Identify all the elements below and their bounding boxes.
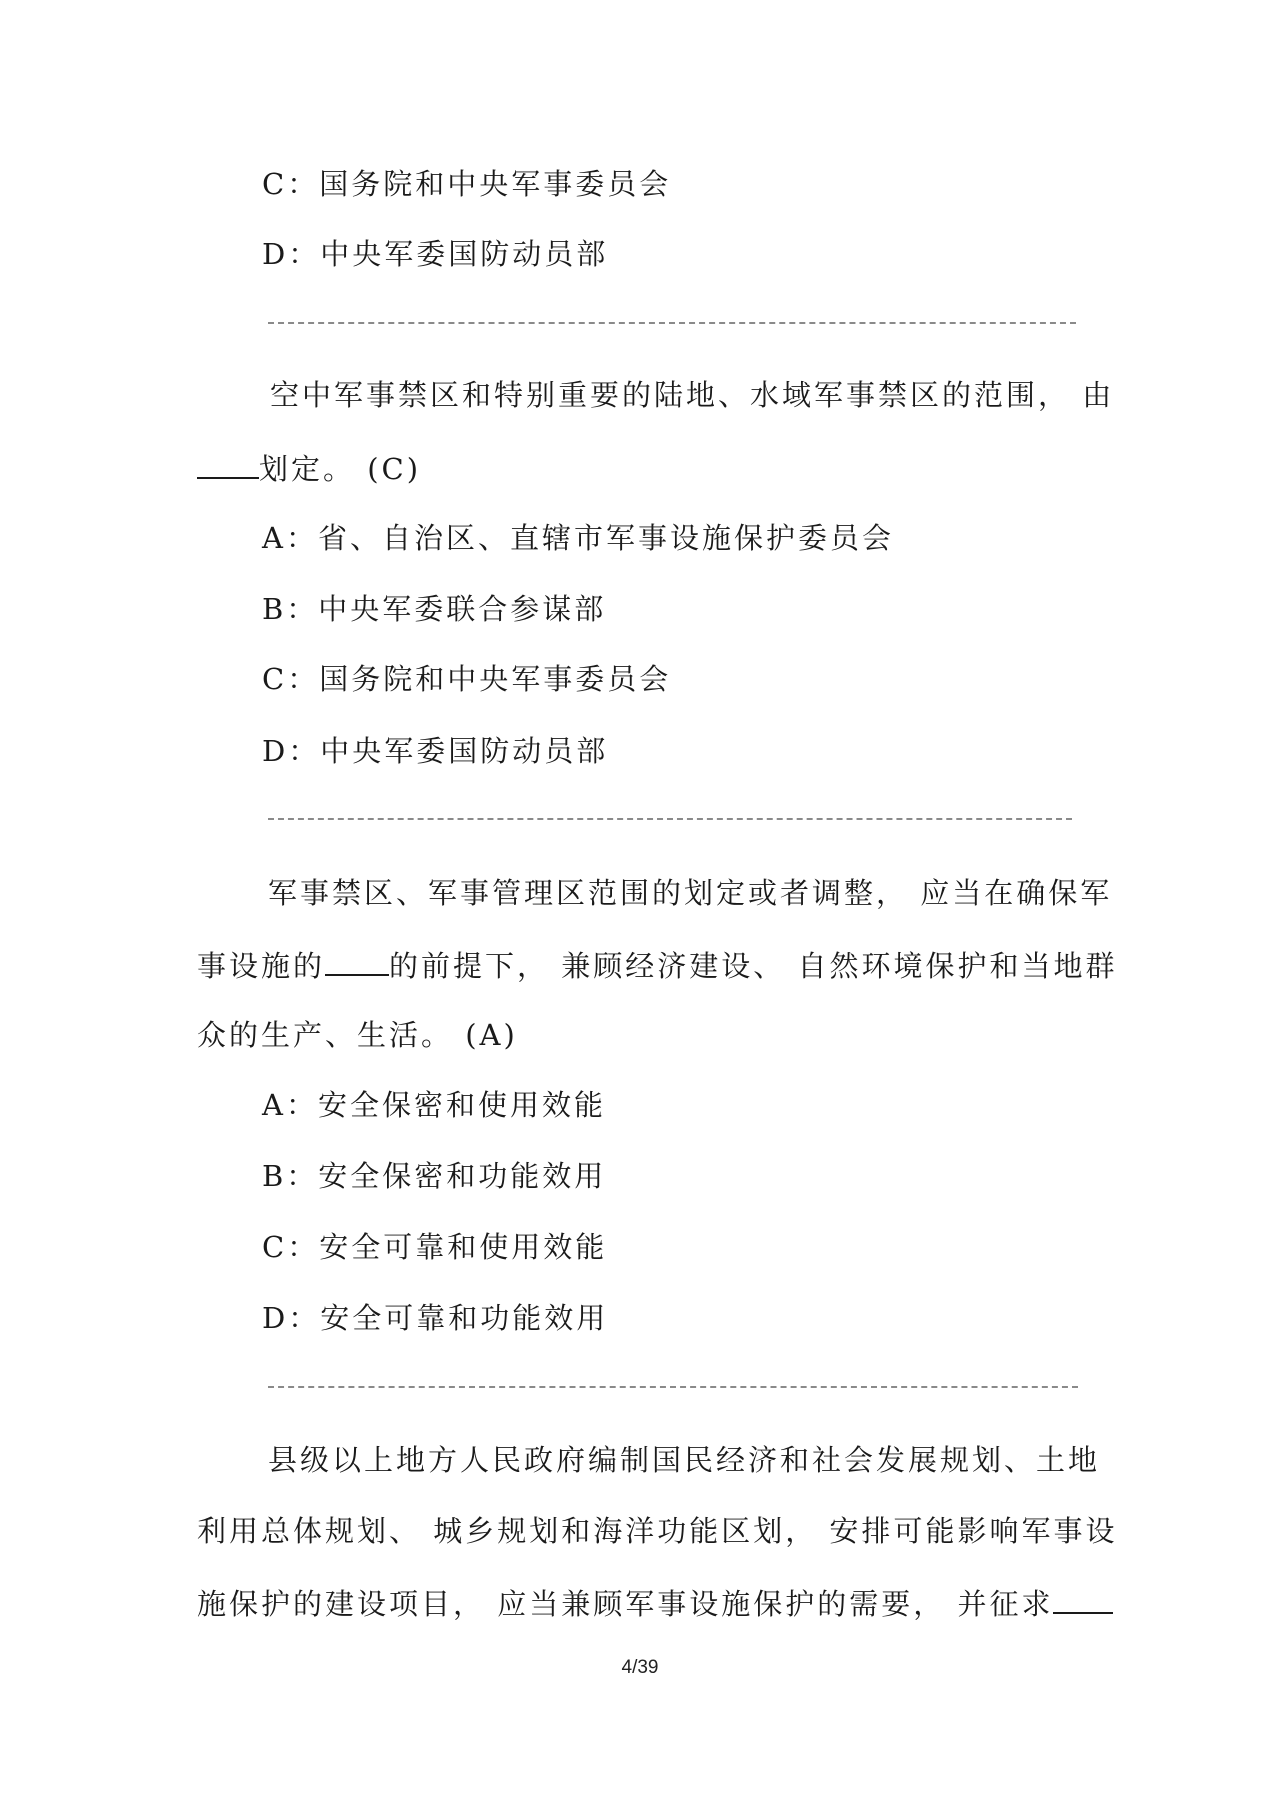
question-text: 施保护的建设项目， 应当兼顾军事设施保护的需要， 并征求 [197, 1587, 1054, 1621]
separator [268, 1386, 1078, 1388]
option-d: D：中央军委国防动员部 [262, 237, 609, 271]
option-a: A：安全保密和使用效能 [262, 1088, 606, 1122]
question-text: 的前提下， 兼顾经济建设、 自然环境保护和当地群 [389, 949, 1118, 983]
separator [268, 322, 1076, 324]
answer-blank [1053, 1582, 1113, 1614]
question-line: 军事禁区、军事管理区范围的划定或者调整， 应当在确保军 [268, 876, 1113, 910]
question-line [197, 944, 1117, 986]
question-line: 县级以上地方人民政府编制国民经济和社会发展规划、土地 [268, 1443, 1101, 1477]
question-line [197, 447, 421, 489]
answer-blank [325, 944, 389, 976]
question-line [197, 1582, 1113, 1624]
option-c: C：国务院和中央军事委员会 [262, 167, 672, 201]
option-b: B：安全保密和功能效用 [262, 1159, 607, 1193]
option-c: C：安全可靠和使用效能 [262, 1230, 608, 1264]
separator [268, 818, 1072, 820]
question-line: 利用总体规划、 城乡规划和海洋功能区划， 安排可能影响军事设 [197, 1514, 1118, 1548]
option-a: A：省、自治区、直辖市军事设施保护委员会 [262, 521, 894, 555]
question-line: 众的生产、生活。 (A) [197, 1018, 518, 1052]
question-line: 空中军事禁区和特别重要的陆地、水域军事禁区的范围， 由 [270, 378, 1115, 412]
question-text: 划定。 (C) [259, 452, 422, 486]
page-number: 4/39 [621, 1657, 659, 1678]
answer-blank [197, 447, 259, 479]
option-b: B：中央军委联合参谋部 [262, 592, 607, 626]
option-d: D：中央军委国防动员部 [262, 734, 609, 768]
option-d: D：安全可靠和功能效用 [262, 1301, 609, 1335]
option-c: C：国务院和中央军事委员会 [262, 662, 672, 696]
question-text: 事设施的 [197, 949, 326, 983]
